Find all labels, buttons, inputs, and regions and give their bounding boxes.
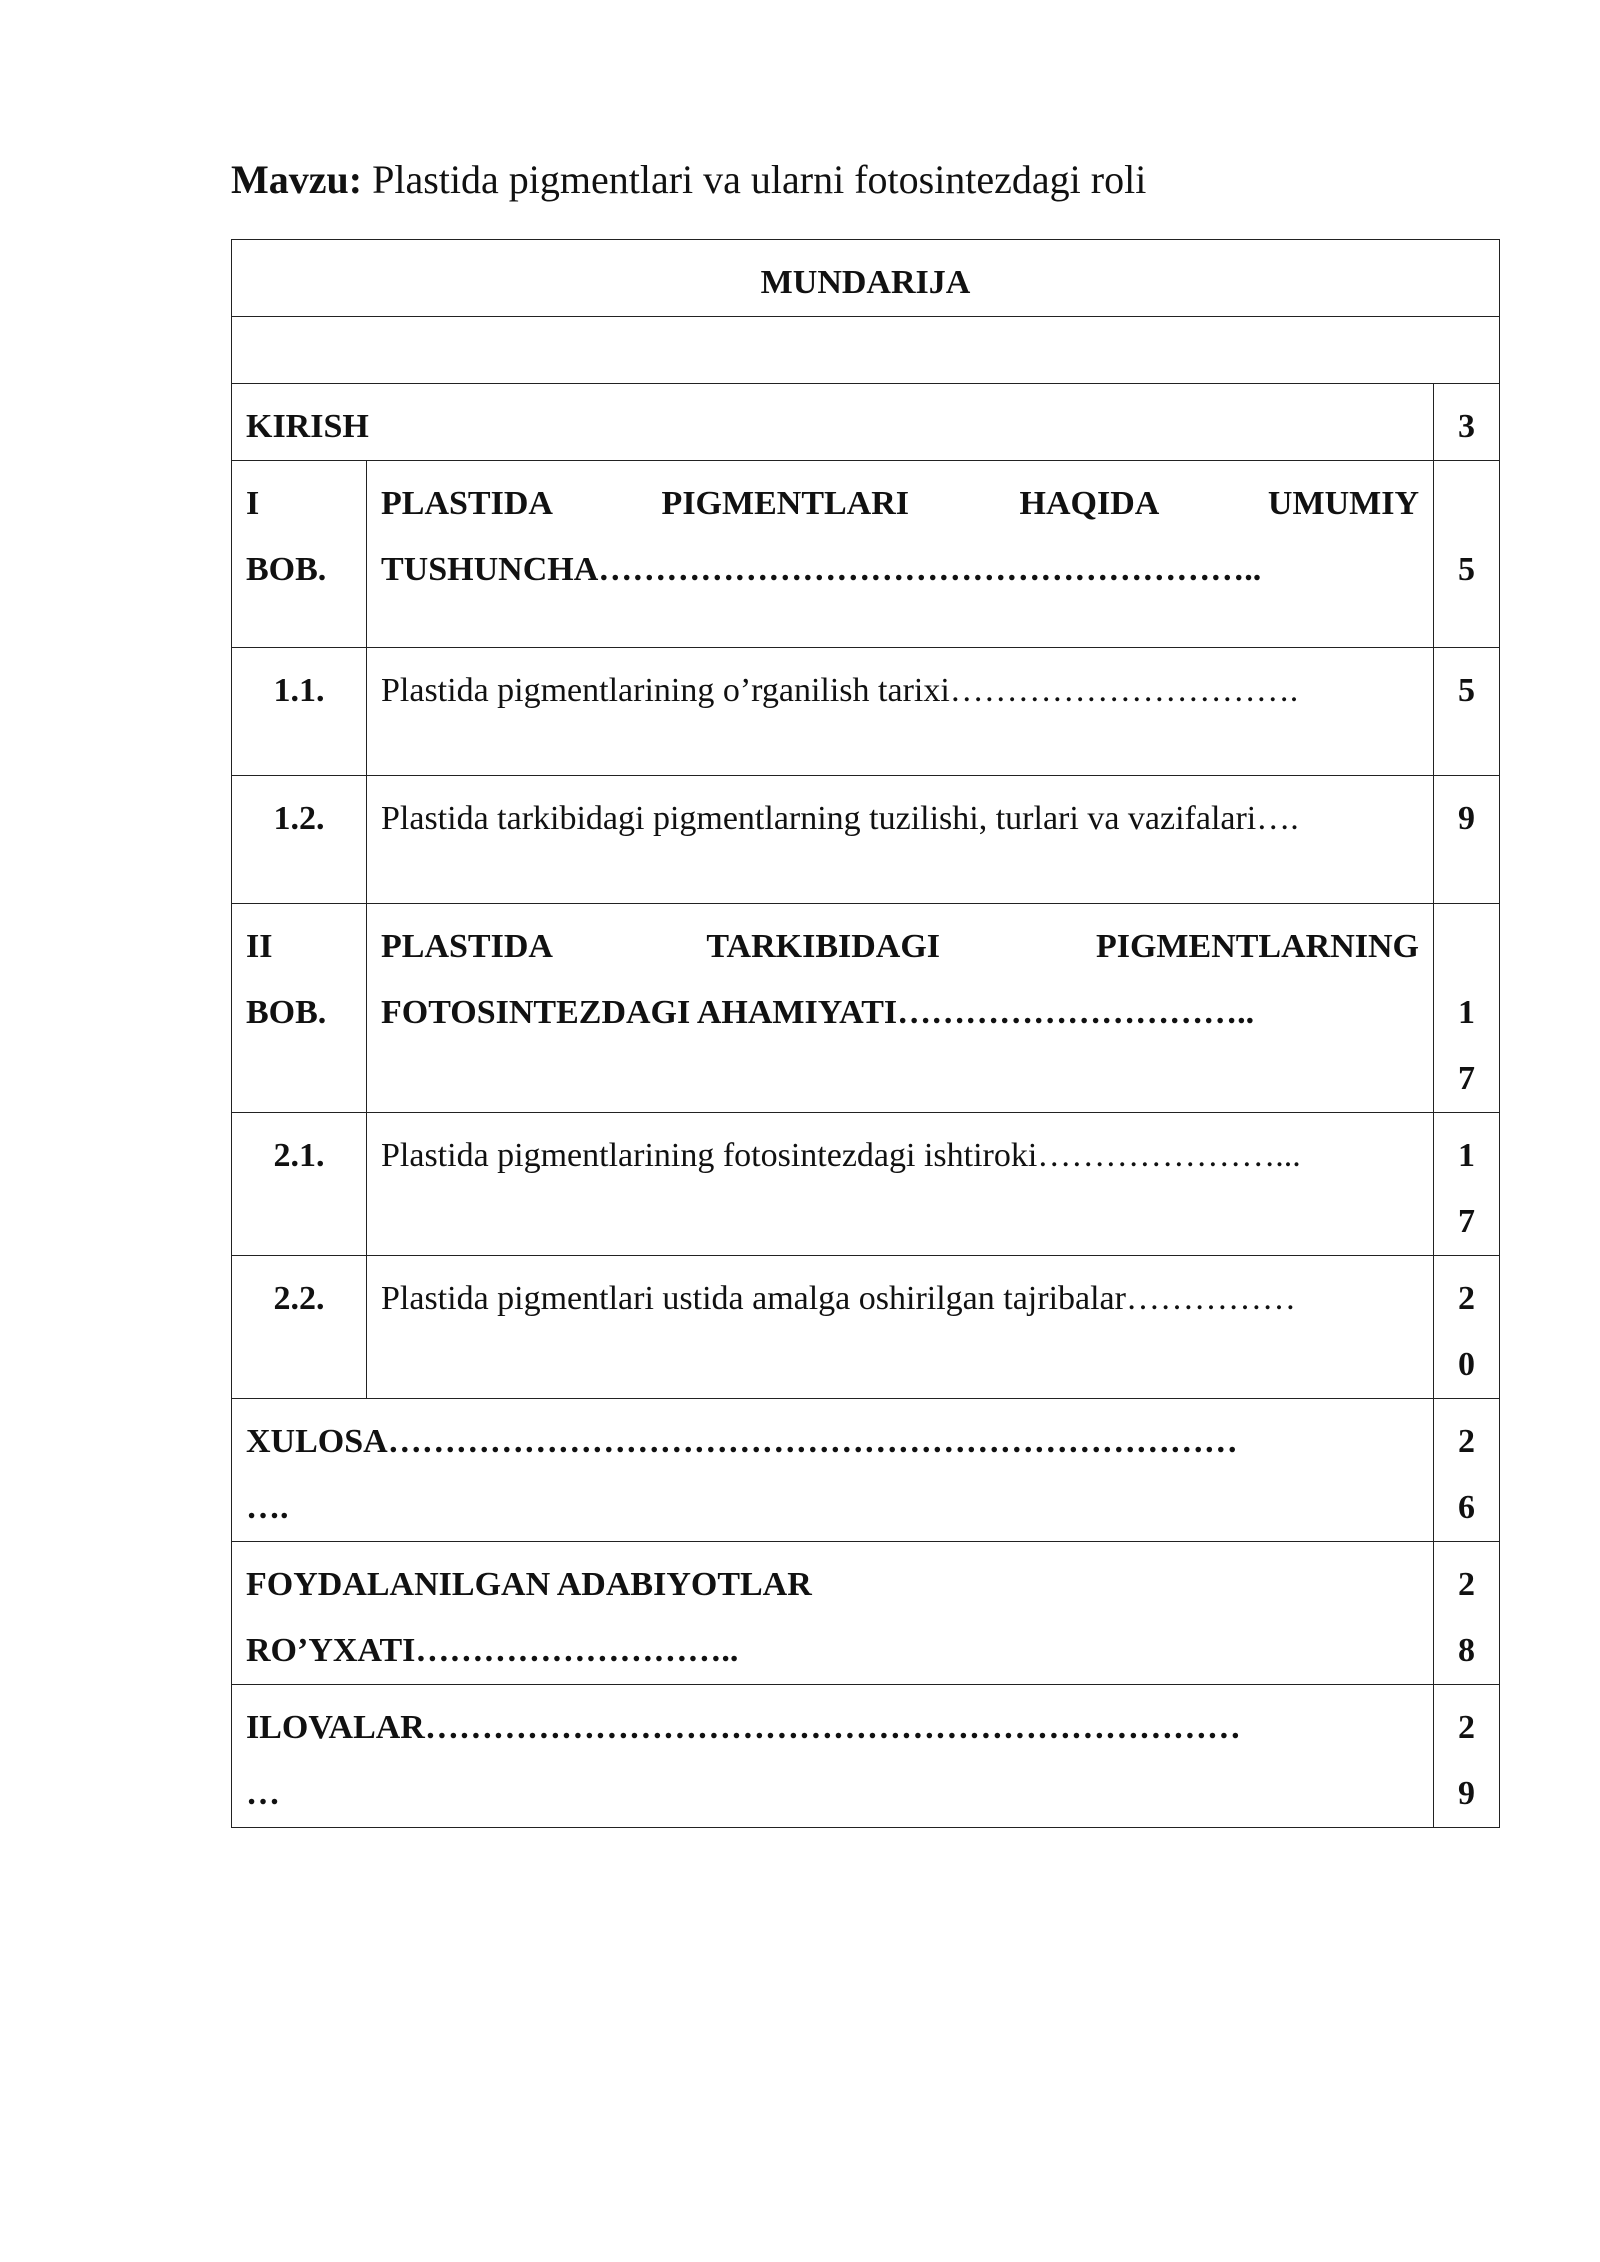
toc-section-number: 2.2. <box>232 1256 367 1399</box>
toc-chapter-number: II BOB. <box>232 904 367 1113</box>
toc-heading-row <box>232 240 1500 317</box>
toc-row-section-2-1 <box>232 1113 1500 1256</box>
toc-row-intro <box>232 384 1500 461</box>
toc-page-number: 28 <box>1434 1542 1500 1685</box>
toc-section-number: 2.1. <box>232 1113 367 1256</box>
table-of-contents <box>231 239 1500 1828</box>
toc-row-appendices <box>232 1685 1500 1828</box>
toc-heading: MUNDARIJA <box>232 240 1500 317</box>
toc-entry-title: FOYDALANILGAN ADABIYOTLAR RO’YXATI……………………….. <box>232 1542 1434 1685</box>
toc-page-number: 3 <box>1434 384 1500 461</box>
toc-entry-title: Plastida tarkibidagi pigmentlarning tuzilishi, turlari va vazifalari…. <box>367 776 1434 904</box>
toc-section-number: 1.1. <box>232 648 367 776</box>
topic-label: Mavzu: <box>231 157 363 202</box>
toc-row-section-2-2 <box>232 1256 1500 1399</box>
toc-page-number: 29 <box>1434 1685 1500 1828</box>
toc-chapter-number: I BOB. <box>232 461 367 648</box>
toc-section-number: 1.2. <box>232 776 367 904</box>
toc-row-chapter-1 <box>232 461 1500 648</box>
toc-page-number: 26 <box>1434 1399 1500 1542</box>
toc-entry-title: Plastida pigmentlari ustida amalga oshirilgan tajribalar…………… <box>367 1256 1434 1399</box>
toc-entry-title: ILOVALAR……………………………………………………………… … <box>232 1685 1434 1828</box>
toc-page-number: 5 <box>1434 461 1500 648</box>
toc-row-references <box>232 1542 1500 1685</box>
toc-page-number: 5 <box>1434 648 1500 776</box>
toc-empty-cell <box>232 317 1500 384</box>
toc-row-conclusion <box>232 1399 1500 1542</box>
toc-page-number: 20 <box>1434 1256 1500 1399</box>
page-title <box>231 150 1146 210</box>
topic-text: Plastida pigmentlari va ularni fotosintezdagi roli <box>372 157 1147 202</box>
toc-entry-title: KIRISH <box>232 384 1434 461</box>
toc-entry-title: XULOSA………………………………………………………………… …. <box>232 1399 1434 1542</box>
toc-page-number: 17 <box>1434 904 1500 1113</box>
toc-empty-row <box>232 317 1500 384</box>
toc-page-number: 17 <box>1434 1113 1500 1256</box>
toc-page-number: 9 <box>1434 776 1500 904</box>
toc-row-chapter-2 <box>232 904 1500 1113</box>
toc-row-section-1-2 <box>232 776 1500 904</box>
toc-entry-title: Plastida pigmentlarining o’rganilish tarixi…………………………. <box>367 648 1434 776</box>
toc-entry-title: PLASTIDA PIGMENTLARI HAQIDA UMUMIY TUSHUNCHA………………………………………………….. <box>367 461 1434 648</box>
toc-row-section-1-1 <box>232 648 1500 776</box>
toc-entry-title: Plastida pigmentlarining fotosintezdagi ishtiroki…………………... <box>367 1113 1434 1256</box>
toc-entry-title: PLASTIDA TARKIBIDAGI PIGMENTLARNING FOTOSINTEZDAGI AHAMIYATI………………………….. <box>367 904 1434 1113</box>
